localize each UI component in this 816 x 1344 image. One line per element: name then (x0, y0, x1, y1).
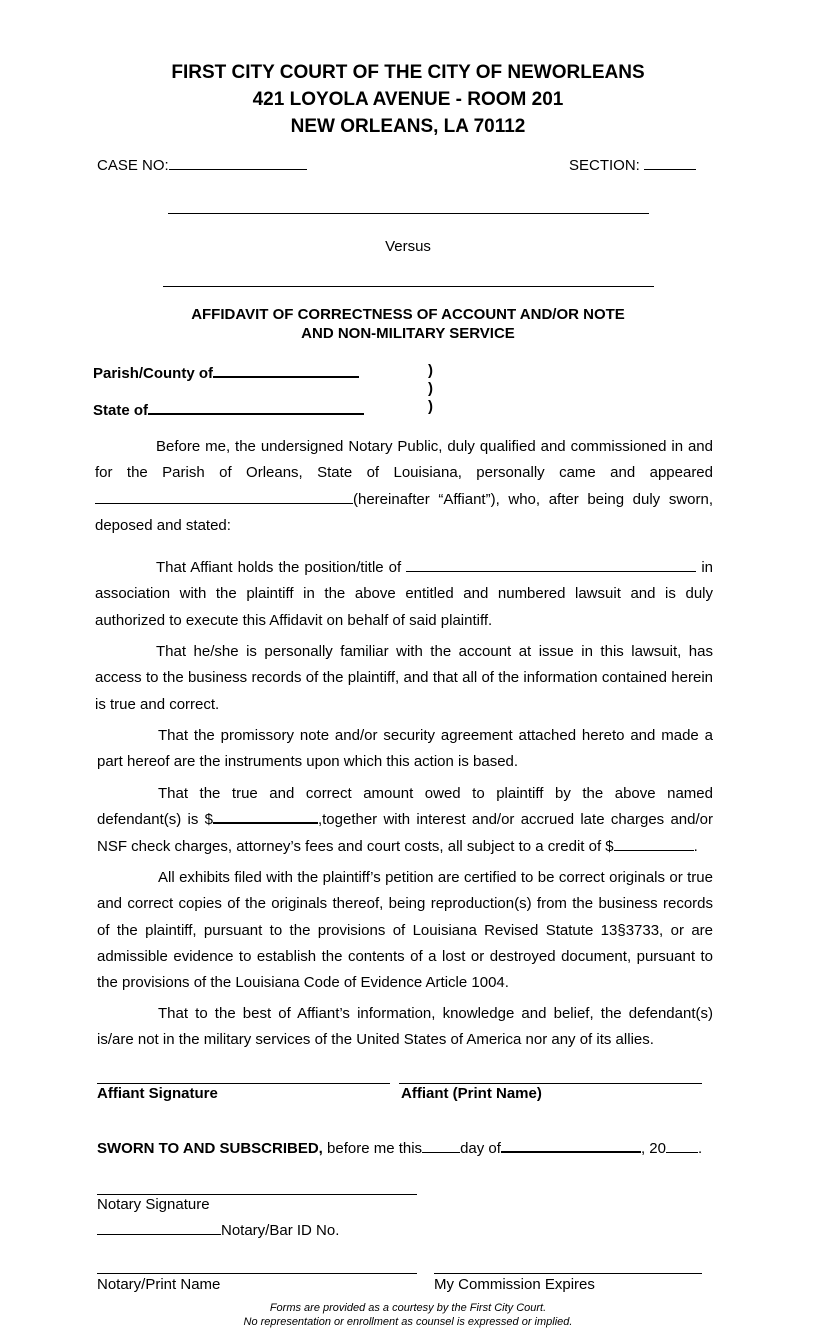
notary-print-line[interactable] (97, 1273, 417, 1274)
affiant-signature-label: Affiant Signature (97, 1085, 218, 1102)
state-label: State of (93, 402, 149, 419)
sworn-bold: SWORN TO AND SUBSCRIBED, (97, 1140, 323, 1157)
parish-row (93, 362, 359, 382)
p7-text: That to the best of Affiant’s information, knowledge and belief, the defendant(s) is/are not in the military services of the United States of America nor any of its allies. (97, 1005, 713, 1049)
court-city: NEW ORLEANS, LA 70112 (290, 116, 526, 137)
paren-1: ) (428, 362, 433, 379)
notary-bar-id-field[interactable] (97, 1220, 221, 1235)
notary-signature-line[interactable] (97, 1194, 417, 1195)
affiant-print-line[interactable] (399, 1083, 702, 1084)
position-title-field[interactable] (406, 557, 696, 572)
sworn-year-field[interactable] (666, 1138, 698, 1153)
commission-label: My Commission Expires (434, 1276, 595, 1293)
section-field[interactable] (644, 155, 696, 170)
sworn-day-field[interactable] (422, 1138, 460, 1153)
p2-text-a: That Affiant holds the position/title of (156, 559, 407, 576)
paren-3: ) (428, 398, 433, 415)
parish-field[interactable] (213, 362, 359, 378)
paragraph-instruments (97, 723, 713, 776)
affiant-signature-line[interactable] (97, 1083, 390, 1084)
title-line-2: AND NON-MILITARY SERVICE (301, 325, 515, 342)
paragraph-amount (97, 781, 713, 860)
versus-label: Versus (385, 238, 431, 255)
parish-label: Parish/County of (93, 365, 214, 382)
p6-text: All exhibits filed with the plaintiff’s petition are certified to be correct originals or true and correct copies of the originals thereof, being reproduction(s) from the business records of the plaintiff, pursuant to the provisions of Louisiana Revised Statute 13§3733, or are admissible evidence to establish the contents of a lost or destroyed document, pursuant to the provisions of the Louisiana Code of Evidence Article 1004. (97, 869, 713, 992)
sworn-statement (97, 1137, 713, 1157)
document-title (0, 305, 816, 343)
section-row (569, 155, 696, 174)
p5-text-c: . (693, 837, 698, 855)
sworn-text-b: day of (460, 1140, 501, 1157)
case-no-row (97, 155, 307, 174)
notary-bar-id-label: Notary/Bar ID No. (221, 1222, 340, 1239)
venue-brackets (428, 362, 433, 416)
p5-text-a: That the true and correct amount owed to plaintiff by the above named defendant(s) is $ (97, 785, 713, 829)
state-field[interactable] (148, 399, 364, 415)
notary-signature-label: Notary Signature (97, 1196, 210, 1213)
title-line-1: AFFIDAVIT OF CORRECTNESS OF ACCOUNT AND/OR NOTE (191, 306, 625, 323)
p4-text: That the promissory note and/or security agreement attached hereto and made a part hereof are the instruments upon which this action is based. (97, 727, 713, 771)
footer-line-1: Forms are provided as a courtesy by the First City Court. (269, 1302, 547, 1314)
footer-disclaimer (0, 1301, 816, 1329)
defendant-line[interactable] (163, 286, 654, 287)
commission-line[interactable] (434, 1273, 702, 1274)
paragraph-military (97, 1001, 713, 1054)
notary-bar-row (97, 1220, 339, 1239)
p1-text-a: Before me, the undersigned Notary Public, duly qualified and commissioned in and for the Parish of Orleans, State of Louisiana, personally came and appeared (95, 438, 713, 482)
amount-owed-field[interactable] (213, 808, 318, 824)
court-name: FIRST CITY COURT OF THE CITY OF NEWORLEANS (171, 62, 645, 83)
affiant-name-field[interactable] (95, 489, 353, 504)
p1-text-b: (hereinafter “Affiant”), who, after being duly sworn, deposed and stated: (95, 490, 713, 534)
case-no-label: CASE NO: (97, 157, 169, 174)
paragraph-familiarity (95, 639, 713, 718)
paragraph-position (95, 555, 713, 634)
sworn-month-field[interactable] (501, 1137, 641, 1153)
sworn-text-c: , 20 (640, 1140, 666, 1157)
p3-text: That he/she is personally familiar with the account at issue in this lawsuit, has access to the business records of the plaintiff, and that all of the information contained herein is true and correct. (95, 643, 713, 713)
paragraph-exhibits (97, 865, 713, 996)
court-address: 421 LOYOLA AVENUE - ROOM 201 (252, 89, 564, 110)
sworn-text-d: . (697, 1140, 703, 1157)
paragraph-appearance (95, 434, 713, 539)
notary-print-label: Notary/Print Name (97, 1276, 221, 1293)
section-label: SECTION: (569, 157, 640, 174)
plaintiff-line[interactable] (168, 213, 649, 214)
case-no-field[interactable] (169, 155, 307, 170)
affiant-print-label: Affiant (Print Name) (401, 1085, 542, 1102)
paren-2: ) (428, 380, 433, 397)
footer-line-2: No representation or enrollment as counsel is expressed or implied. (243, 1316, 573, 1328)
p5-text-b: ,together with interest and/or accrued late charges and/or NSF check charges, attorney’s fees and court costs, all subject to a credit of $ (97, 811, 713, 855)
state-row (93, 399, 364, 419)
sworn-text-a: before me this (322, 1140, 423, 1157)
p2-text-b: in association with the plaintiff in the above entitled and numbered lawsuit and is duly authorized to execute this Affidavit on behalf of said plaintiff. (95, 559, 713, 629)
credit-amount-field[interactable] (614, 836, 694, 851)
